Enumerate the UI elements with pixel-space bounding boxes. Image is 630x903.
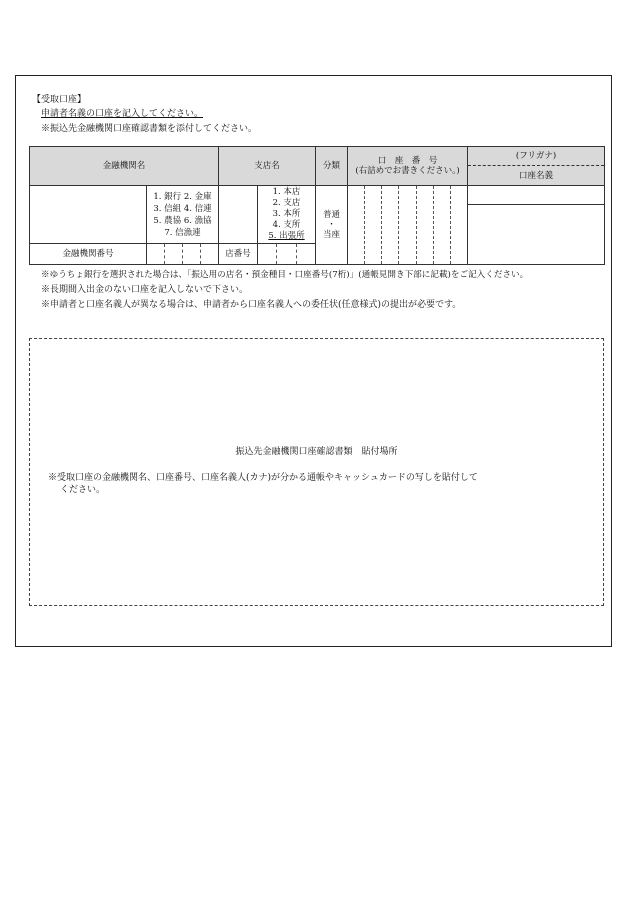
header-bank-name: 金融機関名 xyxy=(30,147,219,186)
account-holder-furigana-field[interactable] xyxy=(468,186,604,205)
branch-option[interactable]: 3. 本所 xyxy=(272,209,301,219)
account-number-label: 口 座 番 号 xyxy=(377,156,438,166)
bank-account-table xyxy=(29,146,605,265)
notes-power-of-attorney: ※申請者と口座名義人が異なる場合は、申請者から口座名義人への委任状(任意様式)の提出が必要です。 xyxy=(41,300,462,310)
bank-option[interactable]: 5. 農協 6. 漁協 xyxy=(153,215,212,226)
branch-option[interactable]: 1. 本店 xyxy=(272,187,301,197)
branch-option[interactable]: 4. 支所 xyxy=(272,220,301,230)
account-type-ordinary[interactable]: 普通 xyxy=(323,210,341,220)
bank-option[interactable]: 3. 信組 4. 信連 xyxy=(153,203,212,214)
account-number-hint: (右詰めでお書きください。) xyxy=(355,166,460,176)
header-branch-name: 支店名 xyxy=(219,147,316,186)
bank-type-options xyxy=(147,186,219,244)
account-digit-box[interactable] xyxy=(382,186,399,264)
account-holder-label: 口座名義 xyxy=(519,170,554,181)
account-type-options[interactable] xyxy=(316,186,348,265)
furigana-label: (フリガナ) xyxy=(468,147,604,166)
branch-type-options xyxy=(258,186,316,244)
bank-code-label: 金融機関番号 xyxy=(30,244,147,265)
branch-option[interactable]: 2. 支店 xyxy=(272,198,301,208)
account-type-current[interactable]: 当座 xyxy=(323,230,341,240)
document-attach-area[interactable] xyxy=(29,338,604,606)
branch-code-field[interactable] xyxy=(258,244,316,265)
header-account-type: 分類 xyxy=(316,147,348,186)
bank-code-digit-box[interactable] xyxy=(183,244,201,264)
branch-code-digit-box[interactable] xyxy=(297,244,315,264)
branch-code-digit-box[interactable] xyxy=(258,244,277,264)
account-type-separator: ・ xyxy=(327,220,336,230)
attach-area-title: 振込先金融機関口座確認書類 貼付場所 xyxy=(235,447,398,457)
account-holder-note: 申請者名義の口座を記入してください。 xyxy=(41,109,204,119)
account-number-field[interactable] xyxy=(348,186,468,265)
notes-dormant-account: ※長期間入出金のない口座を記入しないで下さい。 xyxy=(41,285,249,295)
account-digit-box[interactable] xyxy=(399,186,416,264)
account-digit-box[interactable] xyxy=(348,186,365,264)
branch-code-digit-box[interactable] xyxy=(277,244,296,264)
header-account-number xyxy=(348,147,468,186)
attach-area-note-cont: ください。 xyxy=(60,485,106,495)
header-account-holder xyxy=(468,147,605,186)
bank-option[interactable]: 1. 銀行 2. 金庫 xyxy=(153,191,212,202)
section-title: 【受取口座】 xyxy=(32,95,87,105)
account-digit-box[interactable] xyxy=(434,186,451,264)
account-holder-name-field[interactable] xyxy=(468,205,604,264)
account-digit-box[interactable] xyxy=(451,186,467,264)
branch-name-field[interactable] xyxy=(219,186,258,244)
branch-option[interactable]: 5. 出張所 xyxy=(268,231,305,241)
form-frame xyxy=(15,75,612,647)
bank-code-digit-box[interactable] xyxy=(201,244,218,264)
bank-code-digit-box[interactable] xyxy=(165,244,183,264)
branch-code-label: 店番号 xyxy=(219,244,258,265)
account-holder-field[interactable] xyxy=(468,186,605,265)
bank-option[interactable]: 7. 信漁連 xyxy=(164,227,201,238)
attach-document-note: ※振込先金融機関口座確認書類を添付してください。 xyxy=(41,124,258,134)
notes-japan-post: ※ゆうちょ銀行を選択された場合は、「振込用の店名・預金種目・口座番号(7桁)」(通帳見開き下部に記載)をご記入ください。 xyxy=(41,270,529,280)
bank-code-field[interactable] xyxy=(147,244,219,265)
attach-area-note: ※受取口座の金融機関名、口座番号、口座名義人(カナ)が分かる通帳やキャッシュカードの写しを貼付して xyxy=(48,473,478,483)
bank-code-digit-box[interactable] xyxy=(147,244,165,264)
bank-name-field[interactable] xyxy=(30,186,147,244)
account-digit-box[interactable] xyxy=(365,186,382,264)
account-digit-box[interactable] xyxy=(417,186,434,264)
